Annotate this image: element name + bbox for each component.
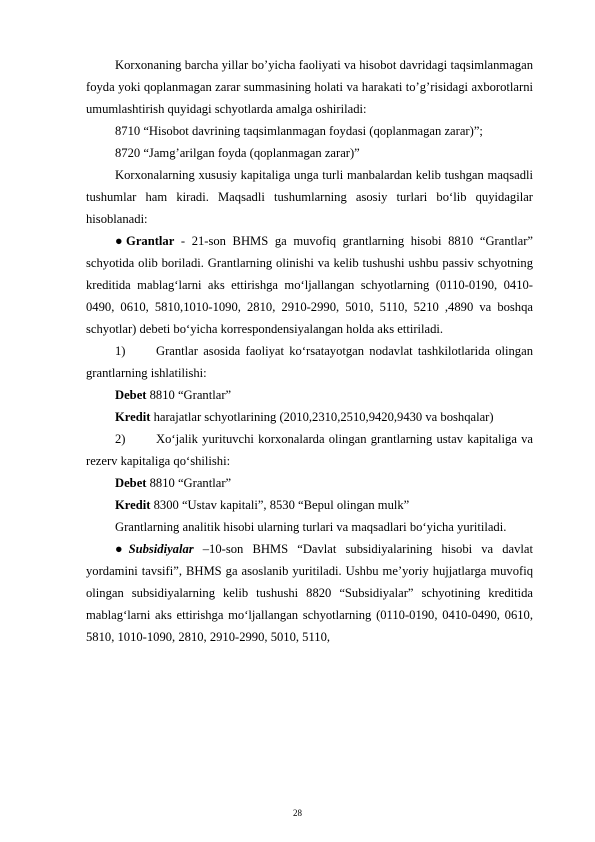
entry-debet-2: [86, 472, 533, 494]
item-number: 2): [115, 432, 126, 446]
kredit-label: Kredit: [115, 498, 151, 512]
entry-text: 8300 “Ustav kapitali”, 8530 “Bepul olingan mulk”: [150, 498, 410, 512]
paragraph-grants-analytics: Grantlarning analitik hisobi ularning turlari va maqsadlari bo‘yicha yuritiladi.: [115, 520, 507, 534]
bullet-icon: ●: [115, 234, 127, 248]
paragraph-grants: [86, 230, 533, 340]
entry-text: harajatlar schyotlarining (2010,2310,2510,9420,9430 va boshqalar): [150, 410, 494, 424]
paragraph-account-8720: 8720 “Jamg’arilgan foyda (qoplanmagan zarar)”: [115, 146, 360, 160]
term-subsidiyalar: Subsidiyalar: [128, 542, 194, 556]
paragraph-subsidies: [86, 538, 533, 648]
subsidies-text: –10-son BHMS “Davlat subsidiyalarining hisobi va davlat yordamini tavsifi”, BHMS ga asoslanib yuritiladi. Ushbu me’yoriy hujjatlarga muvofiq olingan subsidiyalarning kelib tushushi 8820 “Subsidiyalar” schyotining kreditida mablag‘larni aks ettirishga mo‘ljallangan schyotlarning (0110-0190, 0410-0490, 0610, 5810, 1010-1090, 2810, 2910-2990, 5010, 5110,: [86, 542, 533, 644]
body-text: [86, 54, 533, 648]
item-text: Xo‘jalik yurituvchi korxonalarda olingan grantlarning ustav kapitaliga va rezerv kapitaliga qo‘shilishi:: [86, 432, 533, 468]
debet-label: Debet: [115, 388, 147, 402]
term-grantlar: Grantlar: [126, 234, 175, 248]
paragraph-item-2: [86, 428, 533, 472]
item-text: Grantlar asosida faoliyat ko‘rsatayotgan nodavlat tashkilotlarida olingan grantlarning ishlatilishi:: [86, 344, 533, 380]
entry-kredit-2: [86, 494, 533, 516]
paragraph-intro: Korxonaning barcha yillar bo’yicha faoliyati va hisobot davridagi taqsimlanmagan foyda yoki qoplanmagan zarar summasining holati va harakati to’g’risidagi axborotlarni umumlashtirish quyidagi schyotlarda amalga oshiriladi:: [86, 58, 533, 116]
page-number: 28: [293, 808, 302, 818]
paragraph-target-receipts: Korxonalarning xususiy kapitaliga unga turli manbalardan kelib tushgan maqsadli tushumlar ham kiradi. Maqsadli tushumlarning asosiy turlari bo‘lib quyidagilar hisoblanadi:: [86, 168, 533, 226]
entry-text: 8810 “Grantlar”: [146, 476, 232, 490]
paragraph-item-1: [86, 340, 533, 384]
debet-label: Debet: [115, 476, 147, 490]
grants-text: - 21-son BHMS ga muvofiq grantlarning hisobi 8810 “Grantlar” schyotida olib boriladi. Grantlarning olinishi va kelib tushushi ushbu passiv schyotning kreditida mablag‘larni aks ettirishga mo‘ljallangan schyotlarning (0110-0190, 0410-0490, 0610, 5810,1010-1090, 2810, 2910-2990, 5010, 5110, 5210 ,4890 va boshqa schyotlar) debeti bo‘yicha korrespondensiyalangan holda aks ettiriladi.: [86, 234, 533, 336]
entry-kredit-1: [86, 406, 533, 428]
entry-text: 8810 “Grantlar”: [146, 388, 232, 402]
paragraph-account-8710: 8710 “Hisobot davrining taqsimlanmagan foydasi (qoplanmagan zarar)”;: [115, 124, 483, 138]
entry-debet-1: [86, 384, 533, 406]
bullet-icon: ●: [115, 542, 129, 556]
kredit-label: Kredit: [115, 410, 151, 424]
item-number: 1): [115, 344, 126, 358]
